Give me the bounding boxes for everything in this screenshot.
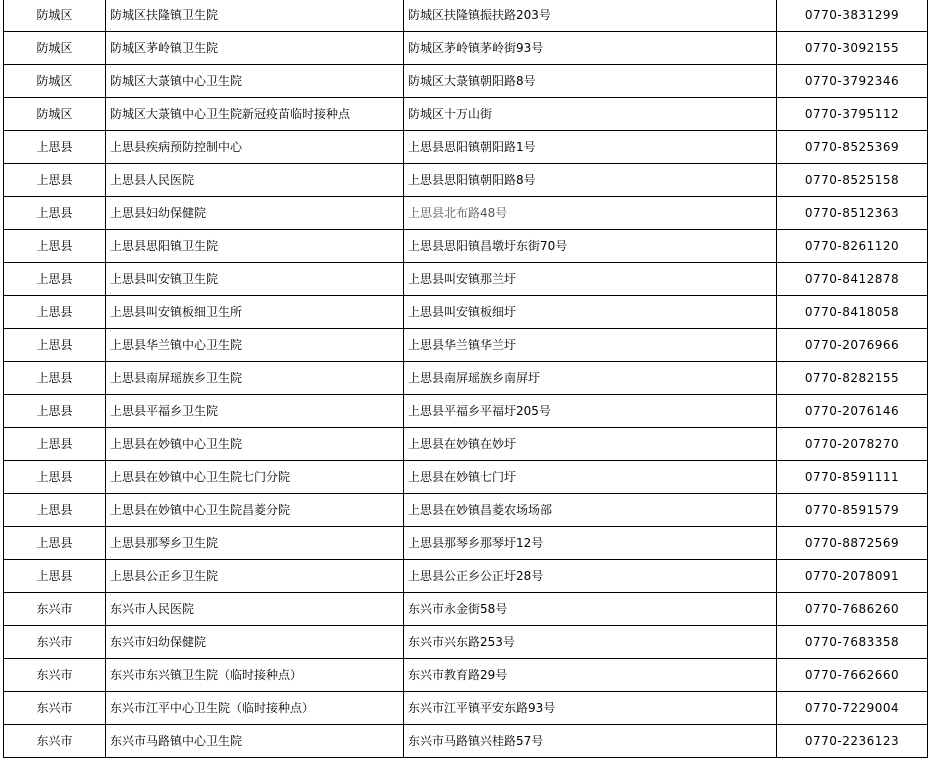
region-cell: 上思县 <box>4 362 106 395</box>
phone-cell: 0770-2076146 <box>777 395 928 428</box>
phone-cell: 0770-2236123 <box>777 725 928 758</box>
region-cell: 上思县 <box>4 329 106 362</box>
table-row <box>4 560 928 593</box>
vaccination-sites-table <box>3 0 928 758</box>
site-name-cell: 上思县疾病预防控制中心 <box>106 131 404 164</box>
table-row <box>4 296 928 329</box>
address-cell: 上思县叫安镇板细圩 <box>404 296 777 329</box>
phone-cell: 0770-8261120 <box>777 230 928 263</box>
region-cell: 上思县 <box>4 131 106 164</box>
phone-cell: 0770-2076966 <box>777 329 928 362</box>
table-row <box>4 197 928 230</box>
site-name-cell: 上思县公正乡卫生院 <box>106 560 404 593</box>
site-name-cell: 上思县南屏瑶族乡卫生院 <box>106 362 404 395</box>
table-row <box>4 593 928 626</box>
phone-cell: 0770-7662660 <box>777 659 928 692</box>
region-cell: 东兴市 <box>4 593 106 626</box>
region-cell: 上思县 <box>4 428 106 461</box>
address-cell: 防城区十万山街 <box>404 98 777 131</box>
site-name-cell: 上思县人民医院 <box>106 164 404 197</box>
region-cell: 上思县 <box>4 230 106 263</box>
site-name-cell: 防城区大菉镇中心卫生院新冠疫苗临时接种点 <box>106 98 404 131</box>
address-cell: 东兴市江平镇平安东路93号 <box>404 692 777 725</box>
address-cell: 上思县平福乡平福圩205号 <box>404 395 777 428</box>
address-cell: 防城区大菉镇朝阳路8号 <box>404 65 777 98</box>
table-row <box>4 65 928 98</box>
table-row <box>4 32 928 65</box>
address-cell: 防城区茅岭镇茅岭街93号 <box>404 32 777 65</box>
table-row <box>4 0 928 32</box>
site-name-cell: 东兴市人民医院 <box>106 593 404 626</box>
table-row <box>4 395 928 428</box>
region-cell: 上思县 <box>4 494 106 527</box>
table-row <box>4 725 928 758</box>
table-row <box>4 626 928 659</box>
region-cell: 防城区 <box>4 98 106 131</box>
phone-cell: 0770-8525158 <box>777 164 928 197</box>
region-cell: 上思县 <box>4 395 106 428</box>
table-row <box>4 362 928 395</box>
region-cell: 防城区 <box>4 0 106 32</box>
site-name-cell: 上思县华兰镇中心卫生院 <box>106 329 404 362</box>
address-cell: 上思县那琴乡那琴圩12号 <box>404 527 777 560</box>
phone-cell: 0770-3831299 <box>777 0 928 32</box>
table-row <box>4 428 928 461</box>
site-name-cell: 上思县思阳镇卫生院 <box>106 230 404 263</box>
address-cell: 上思县南屏瑶族乡南屏圩 <box>404 362 777 395</box>
phone-cell: 0770-8282155 <box>777 362 928 395</box>
region-cell: 上思县 <box>4 164 106 197</box>
region-cell: 上思县 <box>4 197 106 230</box>
table-row <box>4 164 928 197</box>
table-body <box>4 0 928 758</box>
site-name-cell: 上思县叫安镇卫生院 <box>106 263 404 296</box>
phone-cell: 0770-7229004 <box>777 692 928 725</box>
table-row <box>4 131 928 164</box>
region-cell: 上思县 <box>4 296 106 329</box>
phone-cell: 0770-2078091 <box>777 560 928 593</box>
phone-cell: 0770-7683358 <box>777 626 928 659</box>
address-cell: 上思县华兰镇华兰圩 <box>404 329 777 362</box>
address-cell: 上思县思阳镇朝阳路8号 <box>404 164 777 197</box>
address-cell: 东兴市永金街58号 <box>404 593 777 626</box>
address-cell: 上思县北布路48号 <box>404 197 777 230</box>
address-cell: 上思县在妙镇七门圩 <box>404 461 777 494</box>
site-name-cell: 上思县在妙镇中心卫生院七门分院 <box>106 461 404 494</box>
site-name-cell: 上思县那琴乡卫生院 <box>106 527 404 560</box>
region-cell: 东兴市 <box>4 626 106 659</box>
phone-cell: 0770-8872569 <box>777 527 928 560</box>
phone-cell: 0770-8512363 <box>777 197 928 230</box>
address-cell: 上思县在妙镇在妙圩 <box>404 428 777 461</box>
address-cell: 上思县叫安镇那兰圩 <box>404 263 777 296</box>
phone-cell: 0770-7686260 <box>777 593 928 626</box>
phone-cell: 0770-8591111 <box>777 461 928 494</box>
site-name-cell: 上思县叫安镇板细卫生所 <box>106 296 404 329</box>
address-cell: 东兴市兴东路253号 <box>404 626 777 659</box>
table-row <box>4 230 928 263</box>
site-name-cell: 上思县在妙镇中心卫生院 <box>106 428 404 461</box>
table-row <box>4 494 928 527</box>
region-cell: 上思县 <box>4 527 106 560</box>
region-cell: 东兴市 <box>4 725 106 758</box>
address-cell: 上思县在妙镇昌菱农场场部 <box>404 494 777 527</box>
address-cell: 上思县公正乡公正圩28号 <box>404 560 777 593</box>
table-row <box>4 527 928 560</box>
site-name-cell: 防城区扶隆镇卫生院 <box>106 0 404 32</box>
phone-cell: 0770-3092155 <box>777 32 928 65</box>
phone-cell: 0770-8591579 <box>777 494 928 527</box>
table-row <box>4 263 928 296</box>
table-row <box>4 329 928 362</box>
phone-cell: 0770-8418058 <box>777 296 928 329</box>
phone-cell: 0770-8525369 <box>777 131 928 164</box>
region-cell: 上思县 <box>4 461 106 494</box>
address-cell: 上思县思阳镇朝阳路1号 <box>404 131 777 164</box>
site-name-cell: 东兴市妇幼保健院 <box>106 626 404 659</box>
address-cell: 防城区扶隆镇振扶路203号 <box>404 0 777 32</box>
address-cell: 东兴市教育路29号 <box>404 659 777 692</box>
table-row <box>4 692 928 725</box>
region-cell: 上思县 <box>4 560 106 593</box>
phone-cell: 0770-2078270 <box>777 428 928 461</box>
phone-cell: 0770-3792346 <box>777 65 928 98</box>
site-name-cell: 东兴市江平中心卫生院（临时接种点） <box>106 692 404 725</box>
table-row <box>4 659 928 692</box>
site-name-cell: 东兴市马路镇中心卫生院 <box>106 725 404 758</box>
site-name-cell: 防城区大菉镇中心卫生院 <box>106 65 404 98</box>
region-cell: 上思县 <box>4 263 106 296</box>
site-name-cell: 防城区茅岭镇卫生院 <box>106 32 404 65</box>
region-cell: 东兴市 <box>4 692 106 725</box>
table-row <box>4 98 928 131</box>
phone-cell: 0770-8412878 <box>777 263 928 296</box>
address-cell: 上思县思阳镇昌墩圩东街70号 <box>404 230 777 263</box>
site-name-cell: 东兴市东兴镇卫生院（临时接种点） <box>106 659 404 692</box>
region-cell: 防城区 <box>4 65 106 98</box>
site-name-cell: 上思县在妙镇中心卫生院昌菱分院 <box>106 494 404 527</box>
region-cell: 东兴市 <box>4 659 106 692</box>
table-row <box>4 461 928 494</box>
site-name-cell: 上思县平福乡卫生院 <box>106 395 404 428</box>
address-cell: 东兴市马路镇兴桂路57号 <box>404 725 777 758</box>
site-name-cell: 上思县妇幼保健院 <box>106 197 404 230</box>
region-cell: 防城区 <box>4 32 106 65</box>
phone-cell: 0770-3795112 <box>777 98 928 131</box>
